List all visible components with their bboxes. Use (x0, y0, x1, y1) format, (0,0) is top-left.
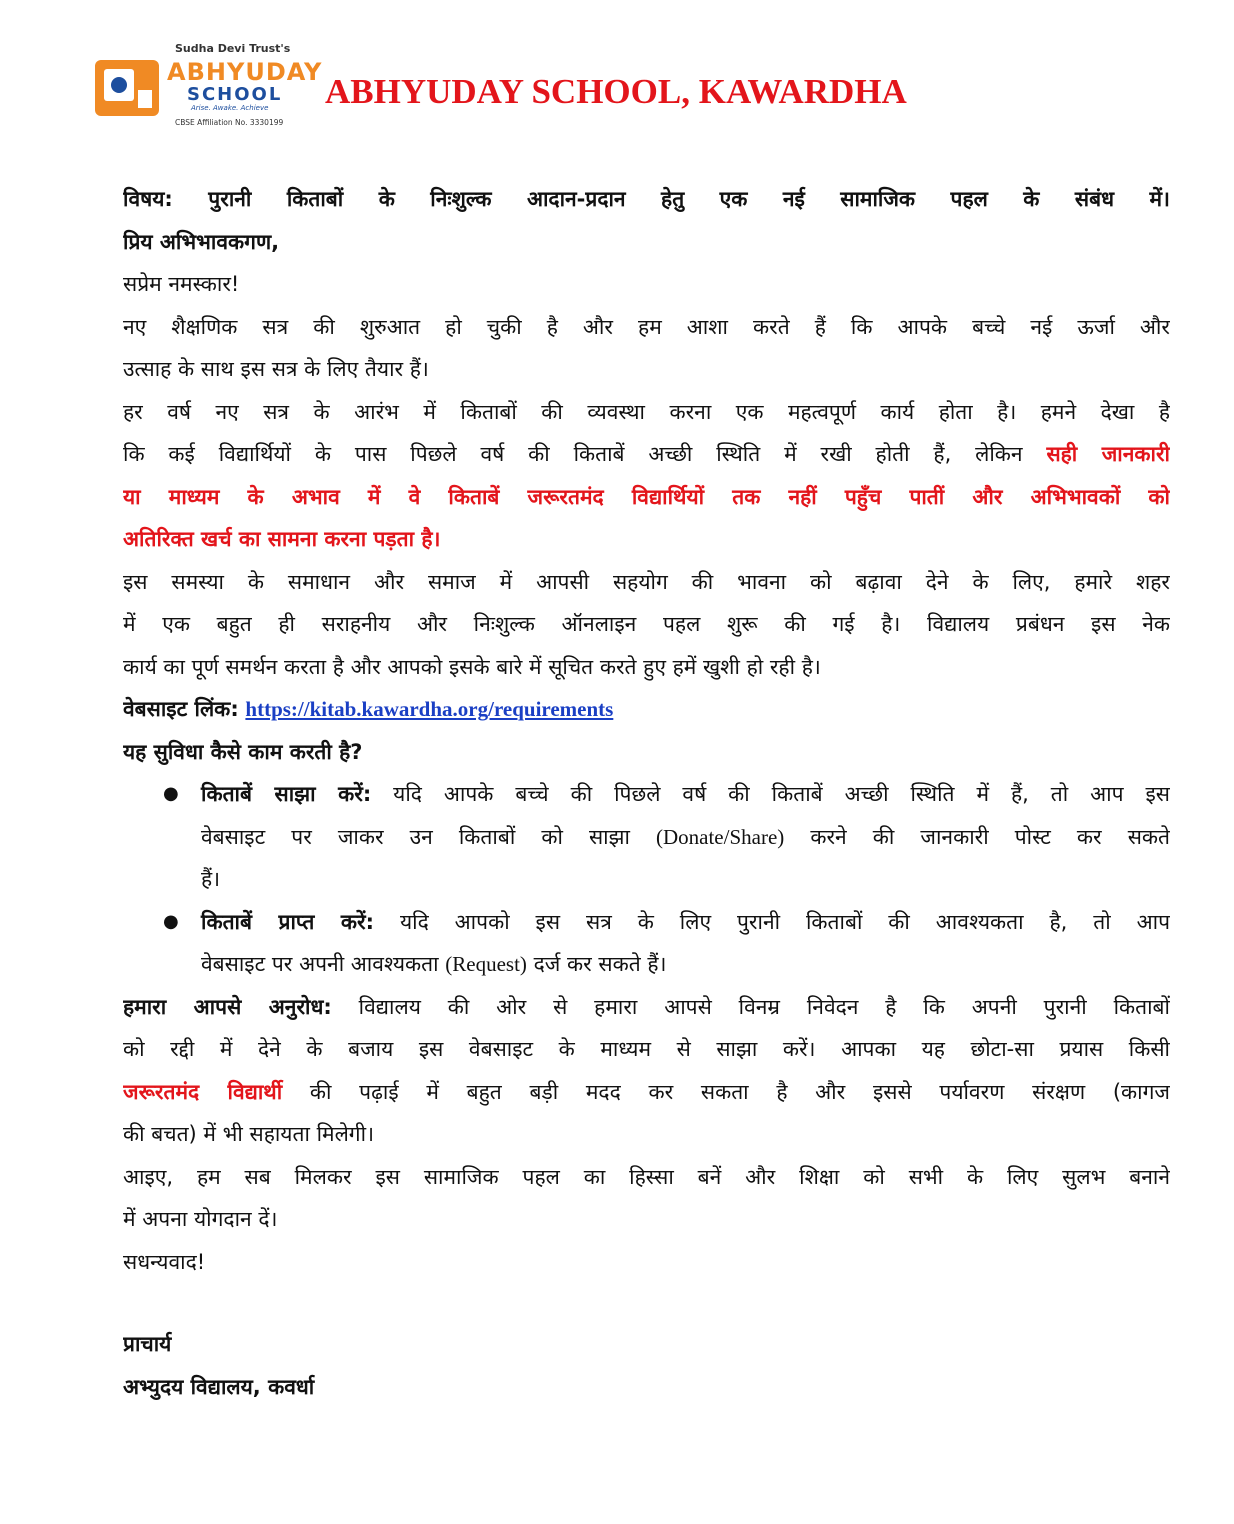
request-line: की बचत) में भी सहायता मिलेगी। (123, 1122, 375, 1146)
highlight-text: सही जानकारी (1046, 442, 1170, 466)
thanks-line: सधन्यवाद! (123, 1249, 206, 1274)
paragraph-2-text: कि कई विद्यार्थियों के पास पिछले वर्ष की किताबें अच्छी स्थिति में रखी होती हैं, लेकिन (123, 442, 1047, 466)
salutation: प्रिय अभिभावकगण, (123, 229, 280, 254)
request-line (123, 986, 1170, 1029)
request-line: को रद्दी में देने के बजाय इस वेबसाइट के माध्यम से साझा करें। आपका यह छोटा-सा प्रयास किसी (123, 1037, 1170, 1061)
closing-line: आइए, हम सब मिलकर इस सामाजिक पहल का हिस्सा बनें और शिक्षा को सभी के लिए सुलभ बनाने (123, 1164, 1170, 1189)
paragraph-3-line: में एक बहुत ही सराहनीय और निःशुल्क ऑनलाइन पहल शुरू की गई है। विद्यालय प्रबंधन इस नेक (123, 612, 1170, 636)
signatory-title: प्राचार्य (123, 1332, 172, 1356)
request-text: विद्यालय की ओर से हमारा आपसे विनम्र निवेदन है कि अपनी पुरानी किताबों (331, 994, 1170, 1019)
how-it-works-heading: यह सुविधा कैसे काम करती है? (123, 739, 363, 764)
bullet-text-latin: (Request) (445, 952, 527, 976)
signatory-org: अभ्युदय विद्यालय, कवर्धा (123, 1374, 315, 1399)
letterhead (95, 40, 1155, 135)
bullet-text: वेबसाइट पर अपनी आवश्यकता (201, 952, 446, 976)
logo-trust-text: Sudha Devi Trust's (175, 42, 291, 55)
bullet-item-share-cont: हैं। (201, 867, 221, 891)
bullet-text: यदि आपके बच्चे की पिछले वर्ष की किताबें अच्छी स्थिति में हैं, तो आप इस (371, 782, 1170, 806)
request-label: हमारा आपसे अनुरोध: (123, 994, 332, 1019)
paragraph-3-line: इस समस्या के समाधान और समाज में आपसी सहयोग की भावना को बढ़ावा देने के लिए, हमारे शहर (123, 569, 1170, 594)
bullet-text-latin: (Donate/Share) (655, 824, 785, 849)
highlight-text: जरूरतमंद विद्यार्थी (123, 1079, 283, 1104)
highlight-line: या माध्यम के अभाव में वे किताबें जरूरतमंद विद्यार्थियों तक नहीं पहुँच पातीं और अभिभावकों को (123, 484, 1170, 509)
bullet-text: करने की जानकारी पोस्ट कर सकते (784, 824, 1170, 849)
paragraph-2-line: हर वर्ष नए सत्र के आरंभ में किताबों की व्यवस्था करना एक महत्वपूर्ण कार्य होता है। हमने देखा है (123, 399, 1170, 424)
bullet-item-share-cont (123, 816, 1170, 859)
school-logo (95, 40, 323, 132)
request-line (123, 1071, 1170, 1114)
letter-body (123, 178, 1170, 1408)
signature-gap (123, 1283, 1170, 1323)
request-text: की पढ़ाई में बहुत बड़ी मदद कर सकता है और इससे पर्यावरण संरक्षण (कागज (282, 1079, 1170, 1104)
greeting: सप्रेम नमस्कार! (123, 272, 240, 296)
highlight-line: अतिरिक्त खर्च का सामना करना पड़ता है। (123, 527, 441, 551)
bullet-label: किताबें प्राप्त करें: (201, 909, 375, 934)
paragraph-1-line: नए शैक्षणिक सत्र की शुरुआत हो चुकी है और हम आशा करते हैं कि आपके बच्चे नई ऊर्जा और (123, 314, 1170, 339)
bullet-label: किताबें साझा करें: (201, 782, 372, 806)
bullet-item-share (123, 773, 1170, 816)
closing-line: में अपना योगदान दें। (123, 1207, 278, 1231)
bullet-item-receive (123, 901, 1170, 944)
paragraph-3-line: कार्य का पूर्ण समर्थन करता है और आपको इसके बारे में सूचित करते हुए हमें खुशी हो रही है। (123, 654, 821, 679)
subject-line: विषय: पुरानी किताबों के निःशुल्क आदान-प्रदान हेतु एक नई सामाजिक पहल के संबंध में। (123, 187, 1170, 211)
bullet-icon: ● (163, 910, 179, 932)
bullet-text: वेबसाइट पर जाकर उन किताबों को साझा (201, 824, 656, 849)
paragraph-1-line: उत्साह के साथ इस सत्र के लिए तैयार हैं। (123, 357, 429, 381)
bullet-item-receive-cont (123, 943, 1170, 986)
bullet-icon: ● (163, 783, 179, 804)
bullet-text: दर्ज कर सकते हैं। (526, 952, 667, 976)
affiliation-number: CBSE Affiliation No. 3330199 (175, 118, 284, 127)
website-label: वेबसाइट लिंक: (123, 697, 239, 721)
website-line (123, 688, 1170, 731)
logo-tagline: Arise. Awake. Achieve (191, 104, 269, 112)
logo-name-text: ABHYUDAY (167, 58, 323, 86)
website-link[interactable]: https://kitab.kawardha.org/requirements (245, 697, 614, 721)
bullet-text: यदि आपको इस सत्र के लिए पुरानी किताबों की आवश्यकता है, तो आप (374, 909, 1170, 934)
school-logo-mark-icon (95, 60, 159, 116)
logo-school-text: SCHOOL (187, 84, 283, 105)
school-title: ABHYUDAY SCHOOL, KAWARDHA (325, 72, 907, 111)
paragraph-2-line (123, 433, 1170, 476)
